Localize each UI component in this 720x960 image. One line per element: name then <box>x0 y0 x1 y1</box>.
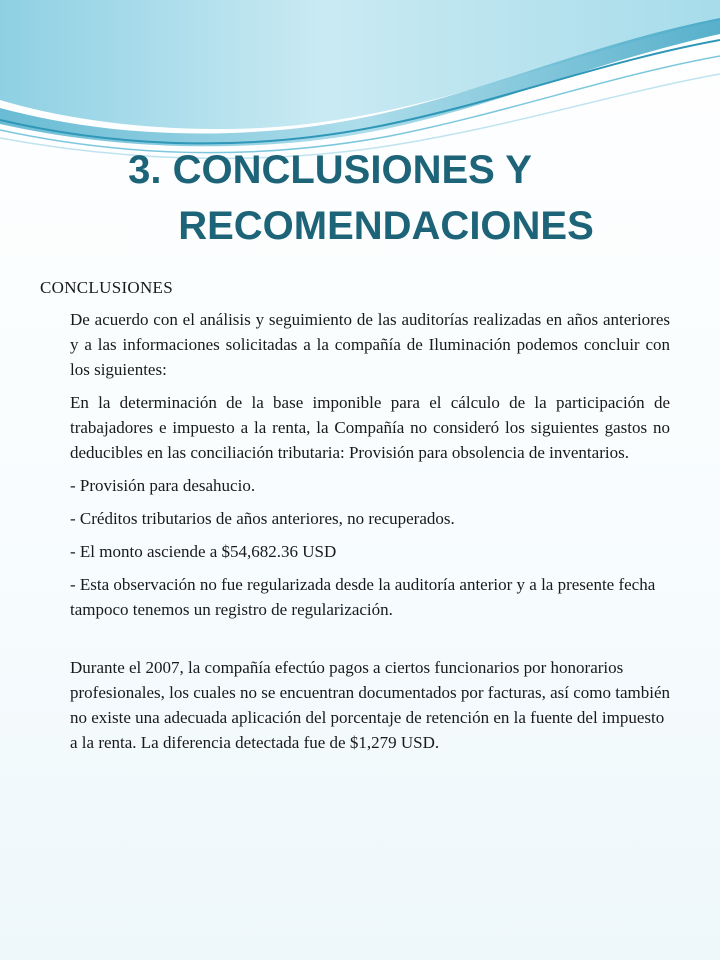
title-line-1: 3. CONCLUSIONES Y <box>128 148 532 192</box>
list-item: - Provisión para desahucio. <box>70 476 256 495</box>
list-item: - Esta observación no fue regularizada desde la auditoría anterior y a la presente fecha tampoco tenemos un registro de regularización. <box>70 575 656 619</box>
page-title <box>40 142 680 254</box>
paragraph-base-imponible: En la determinación de la base imponible para el cálculo de la participación de trabajadores e impuesto a la renta, la Compañía no consideró los siguientes gastos no deducibles en las conciliación tributaria: Provisión para obsolencia de inventarios. <box>70 393 670 462</box>
list-item: - El monto asciende a $54,682.36 USD <box>70 542 337 561</box>
spacer <box>70 630 670 655</box>
title-line-2: RECOMENDACIONES <box>178 204 594 248</box>
body-text <box>70 307 670 763</box>
section-heading: CONCLUSIONES <box>40 278 174 297</box>
paragraph-intro: De acuerdo con el análisis y seguimiento de las auditorías realizadas en años anteriores y a las informaciones solicitadas a la compañía de Iluminación podemos concluir con los siguientes: <box>70 310 670 379</box>
list-item: - Créditos tributarios de años anteriores, no recuperados. <box>70 509 455 528</box>
paragraph-honorarios: Durante el 2007, la compañía efectúo pagos a ciertos funcionarios por honorarios profesionales, los cuales no se encuentran documentados por facturas, así como también no existe una adecuada aplicación del porcentaje de retención en la fuente del impuesto a la renta. La diferencia detectada fue de $1,279 USD. <box>70 658 670 752</box>
